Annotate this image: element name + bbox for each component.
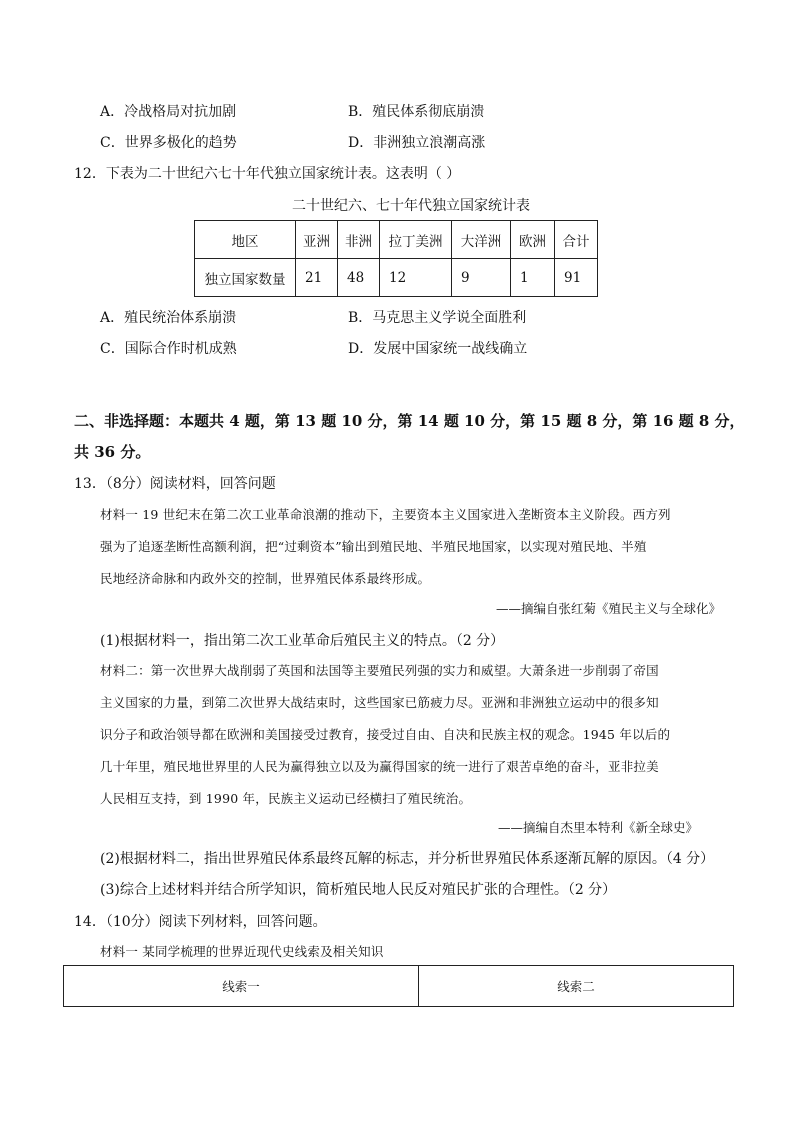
table-cell: 21 [296,259,338,297]
q12-option-a: A．殖民统治体系崩溃 [100,310,237,326]
table-header-cell: 大洋洲 [452,221,511,259]
q12-option-b: B．马克思主义学说全面胜利 [348,310,527,326]
q11-option-c: C．世界多极化的趋势 [100,135,237,151]
q11-option-d: D．非洲独立浪潮高涨 [348,135,486,151]
q13-material2-line: 主义国家的力量，到第二次世界大战结束时，这些国家已筋疲力尽。亚洲和非洲独立运动中的很多知 [100,695,659,710]
q13-material2-line: 材料二：第一次世界大战削弱了英国和法国等主要殖民列强的实力和威望。大萧条进一步削弱了帝国 [100,663,659,678]
q13-material2-line: 识分子和政治领导都在欧洲和美国接受过教育，接受过自由、自决和民族主权的观念。1945 年以后的 [100,727,671,742]
table-cell: 独立国家数量 [195,259,296,297]
table-header-cell: 欧洲 [511,221,555,259]
table-row [195,259,598,297]
table-header-cell: 非洲 [338,221,380,259]
section-heading-cont: 共 36 分。 [74,443,151,461]
q14-material-intro: 材料一 某同学梳理的世界近现代史线索及相关知识 [100,944,384,959]
q13-source1: ——摘编自张红菊《殖民主义与全球化》 [496,601,722,616]
q13-material2-line: 几十年里，殖民地世界里的人民为赢得独立以及为赢得国家的统一进行了艰苦卓绝的奋斗，亚非拉美 [100,759,659,774]
table-header-row [195,221,598,259]
q13-material1-line: 民地经济命脉和内政外交的控制，世界殖民体系最终形成。 [100,571,431,586]
table-header-cell: 地区 [195,221,296,259]
table-header-cell: 亚洲 [296,221,338,259]
q11-option-a: A．冷战格局对抗加剧 [100,104,237,120]
q12-stem: 12．下表为二十世纪六七十年代独立国家统计表。这表明（ ） [74,166,461,182]
q13-sub3: (3)综合上述材料并结合所学知识，简析殖民地人民反对殖民扩张的合理性。（2 分） [100,882,617,898]
q12-table-title: 二十世纪六、七十年代独立国家统计表 [292,198,530,214]
q14-stem: 14．（10分）阅读下列材料，回答问题。 [74,914,327,930]
table-header-cell: 合计 [555,221,598,259]
table-cell: 1 [511,259,555,297]
q13-source2: ——摘编自杰里本特利《新全球史》 [498,820,699,835]
clue-table [63,965,734,1007]
q13-material2-line: 人民相互支持，到 1990 年，民族主义运动已经横扫了殖民统治。 [100,791,472,806]
q13-material1-line: 强为了追逐垄断性高额利润，把“过剩资本”输出到殖民地、半殖民地国家，以实现对殖民地、半殖 [100,539,647,554]
section-heading: 二、非选择题：本题共 4 题，第 13 题 10 分，第 14 题 10 分，第 15 题 8 分，第 16 题 8 分， [74,412,745,430]
table-cell: 9 [452,259,511,297]
q12-option-c: C．国际合作时机成熟 [100,341,237,357]
q11-option-b: B．殖民体系彻底崩溃 [348,104,485,120]
table-cell: 12 [380,259,452,297]
independence-stats-table [194,220,598,297]
q12-option-d: D．发展中国家统一战线确立 [348,341,528,357]
q13-sub2: (2)根据材料二，指出世界殖民体系最终瓦解的标志，并分析世界殖民体系逐渐瓦解的原因。（4 分） [100,851,715,867]
table-cell: 48 [338,259,380,297]
q13-material1-line: 材料一 19 世纪末在第二次工业革命浪潮的推动下，主要资本主义国家进入垄断资本主义阶段。西方列 [100,507,671,522]
table-header-cell: 拉丁美洲 [380,221,452,259]
table-cell: 91 [555,259,598,297]
q13-sub1: (1)根据材料一，指出第二次工业革命后殖民主义的特点。（2 分） [100,633,505,649]
table-header-row [64,966,734,1007]
q13-stem: 13．（8分）阅读材料，回答问题 [74,476,276,492]
table-header-cell: 线索一 [64,966,419,1007]
table-header-cell: 线索二 [419,966,734,1007]
